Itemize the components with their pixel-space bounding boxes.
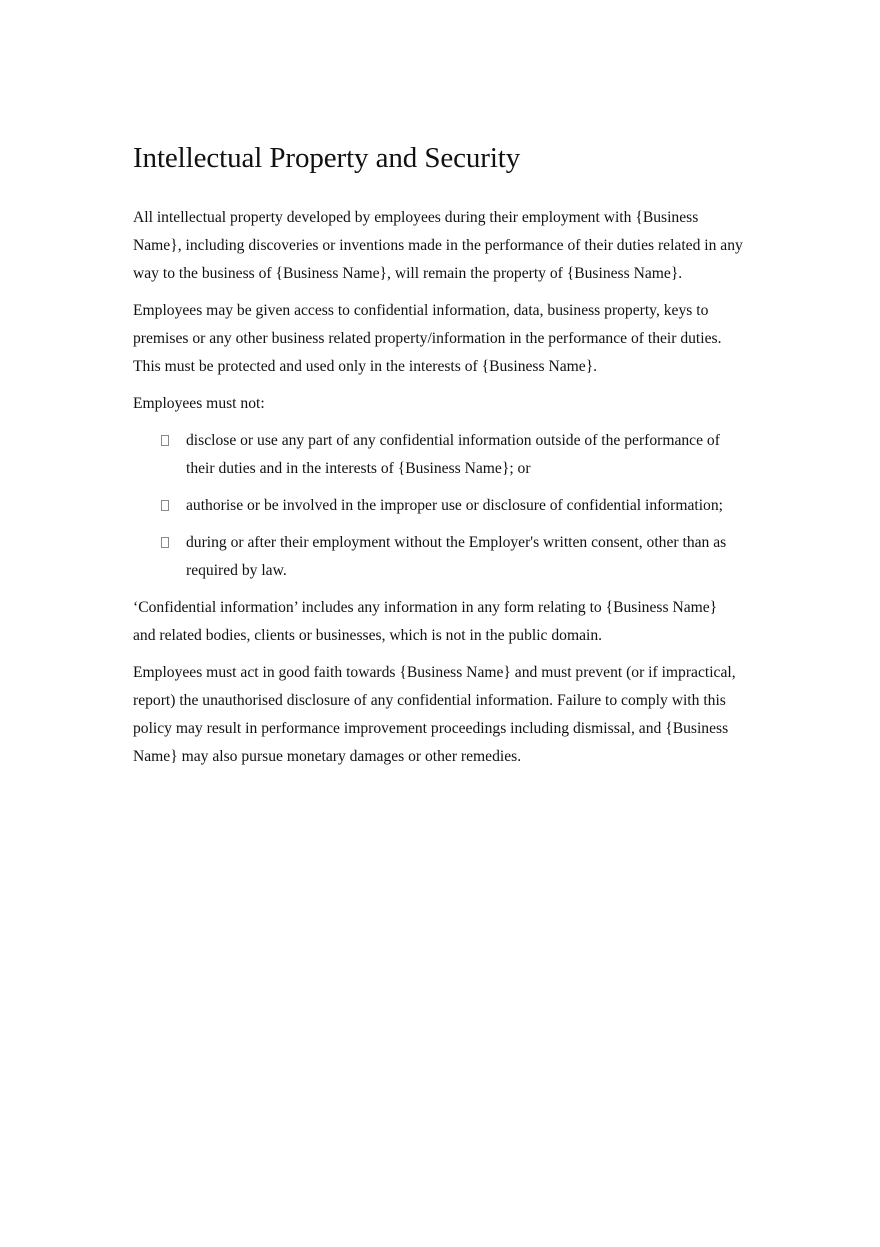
checkbox-square-icon (161, 537, 169, 548)
paragraph-ip-ownership: All intellectual property developed by employees during their employment with {Business Name}, including discoveries or inventions made in the performance of their duties related in any way to the business of {Business Name}, will remain the property of {Business Name}. (133, 209, 743, 282)
checkbox-square-icon (161, 500, 169, 511)
paragraph-access: Employees may be given access to confidential information, data, business property, keys to premises or any other business related property/information in the performance of their duties. This must be protected and used only in the interests of {Business Name}. (133, 302, 722, 375)
list-item (133, 492, 743, 520)
list-item (133, 529, 743, 585)
list-item-text: disclose or use any part of any confidential information outside of the performance of their duties and in the interests of {Business Name}; or (186, 432, 720, 477)
list-item (133, 427, 743, 483)
document-content (133, 138, 743, 780)
checkbox-square-icon (161, 435, 169, 446)
paragraph-confidential-definition: ‘Confidential information’ includes any information in any form relating to {Business Name} and related bodies, clients or businesses, which is not in the public domain. (133, 599, 718, 644)
list-item-text: authorise or be involved in the improper use or disclosure of confidential information; (186, 497, 723, 514)
page-title: Intellectual Property and Security (133, 142, 521, 174)
list-item-text: during or after their employment without the Employer's written consent, other than as required by law. (186, 534, 727, 579)
paragraph-good-faith: Employees must act in good faith towards {Business Name} and must prevent (or if impractical, report) the unauthorised disclosure of any confidential information. Failure to comply with this policy may result in performance improvement proceedings including dismissal, and {Business Name} may also pursue monetary damages or other remedies. (133, 664, 736, 765)
bullet-list (133, 427, 743, 585)
paragraph-must-not: Employees must not: (133, 395, 265, 412)
